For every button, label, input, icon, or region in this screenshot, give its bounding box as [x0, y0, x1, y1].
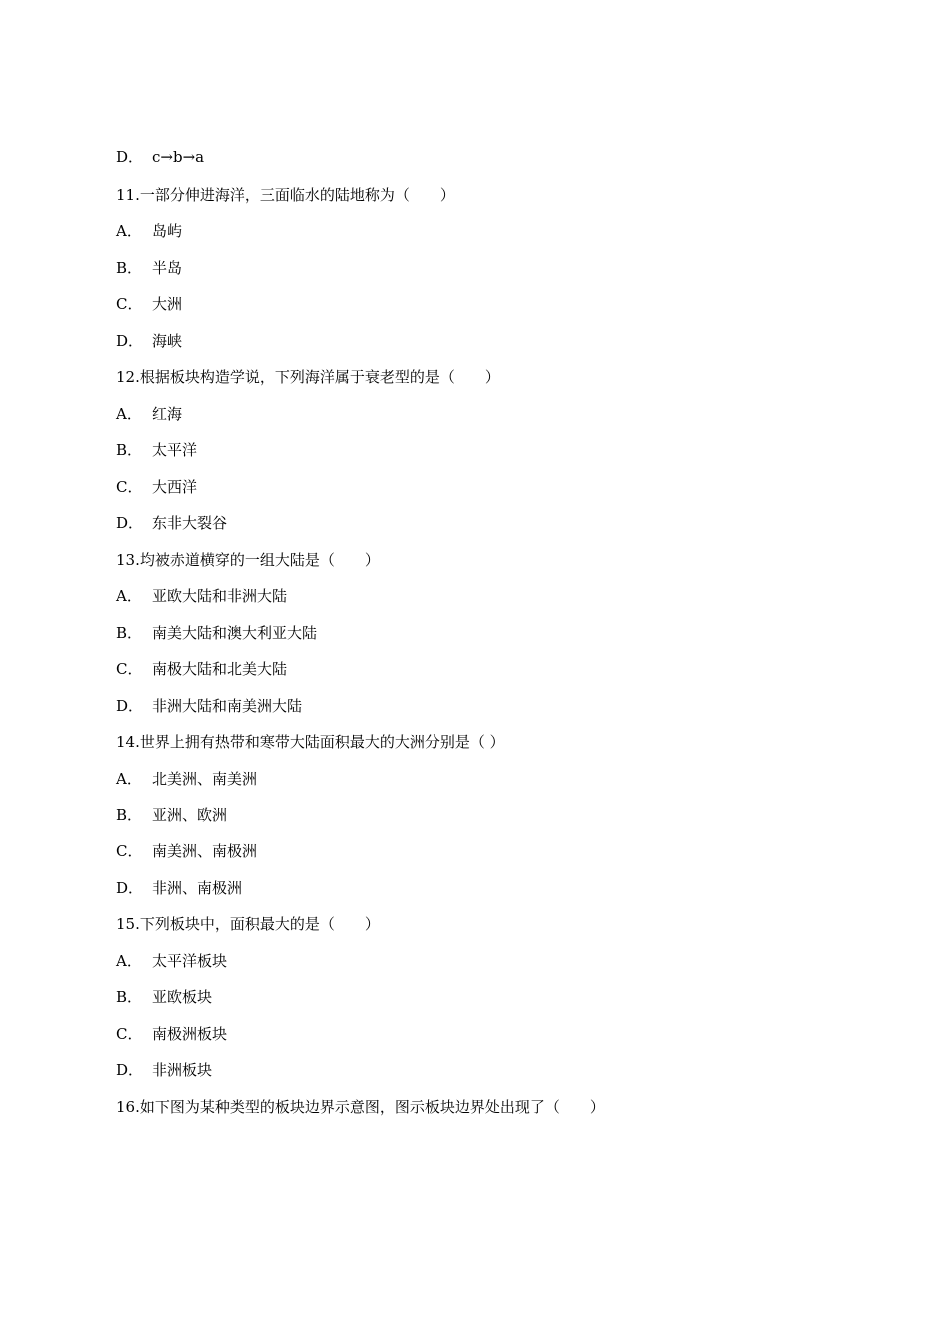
- option-letter: C．: [116, 660, 143, 678]
- question-text: 13.均被赤道横穿的一组大陆是（ ）: [116, 551, 380, 569]
- option-q15-c: [116, 1024, 227, 1044]
- option-letter: A．: [116, 770, 142, 788]
- option-letter: A．: [116, 587, 142, 605]
- option-text: 亚欧大陆和非洲大陆: [152, 587, 288, 605]
- option-text: 岛屿: [152, 222, 183, 240]
- option-letter: D．: [116, 148, 144, 166]
- option-letter: C．: [116, 1025, 143, 1043]
- option-q13-c: [116, 659, 287, 679]
- option-q13-b: [116, 623, 317, 643]
- question-11-stem: [116, 185, 455, 205]
- option-letter: A．: [116, 952, 142, 970]
- option-text: c→b→a: [152, 148, 205, 166]
- option-q11-d: [116, 331, 182, 351]
- option-text: 亚洲、欧洲: [152, 806, 228, 824]
- question-14-stem: [116, 732, 505, 752]
- option-text: 非洲大陆和南美洲大陆: [152, 697, 303, 715]
- question-15-stem: [116, 914, 380, 934]
- option-text: 半岛: [152, 259, 183, 277]
- option-text: 海峡: [152, 332, 183, 350]
- option-text: 南美大陆和澳大利亚大陆: [152, 624, 318, 642]
- option-q14-d: [116, 878, 242, 898]
- option-text: 非洲、南极洲: [152, 879, 243, 897]
- option-letter: C．: [116, 478, 143, 496]
- option-q12-d: [116, 513, 227, 533]
- option-text: 北美洲、南美洲: [152, 770, 258, 788]
- option-text: 红海: [152, 405, 183, 423]
- question-text: 16.如下图为某种类型的板块边界示意图，图示板块边界处出现了（ ）: [116, 1098, 605, 1116]
- option-q15-b: [116, 987, 212, 1007]
- option-text: 大西洋: [152, 478, 198, 496]
- question-13-stem: [116, 550, 380, 570]
- option-letter: D．: [116, 879, 144, 897]
- question-text: 15.下列板块中，面积最大的是（ ）: [116, 915, 380, 933]
- option-q11-c: [116, 294, 182, 314]
- question-text: 12.根据板块构造学说，下列海洋属于衰老型的是（ ）: [116, 368, 500, 386]
- option-letter: C．: [116, 842, 143, 860]
- option-q11-b: [116, 258, 182, 278]
- option-text: 非洲板块: [152, 1061, 213, 1079]
- question-text: 11.一部分伸进海洋，三面临水的陆地称为（ ）: [116, 186, 455, 204]
- option-letter: B．: [116, 624, 143, 642]
- option-text: 南极洲板块: [152, 1025, 228, 1043]
- option-letter: B．: [116, 441, 143, 459]
- option-letter: D．: [116, 332, 144, 350]
- option-text: 太平洋板块: [152, 952, 228, 970]
- question-12-stem: [116, 367, 500, 387]
- option-letter: B．: [116, 988, 143, 1006]
- option-text: 亚欧板块: [152, 988, 213, 1006]
- option-letter: B．: [116, 259, 143, 277]
- option-q13-d: [116, 696, 302, 716]
- option-q14-b: [116, 805, 227, 825]
- option-q15-a: [116, 951, 227, 971]
- option-q13-a: [116, 586, 287, 606]
- option-text: 大洲: [152, 295, 183, 313]
- option-letter: A．: [116, 405, 142, 423]
- option-q12-c: [116, 477, 197, 497]
- option-letter: D．: [116, 697, 144, 715]
- option-letter: A．: [116, 222, 142, 240]
- option-letter: D．: [116, 1061, 144, 1079]
- option-q15-d: [116, 1060, 212, 1080]
- option-q10-d: [116, 147, 204, 167]
- option-letter: D．: [116, 514, 144, 532]
- option-q11-a: [116, 221, 182, 241]
- option-q12-a: [116, 404, 182, 424]
- option-q12-b: [116, 440, 197, 460]
- option-text: 东非大裂谷: [152, 514, 228, 532]
- option-text: 南美洲、南极洲: [152, 842, 258, 860]
- option-letter: C．: [116, 295, 143, 313]
- option-q14-c: [116, 841, 257, 861]
- option-letter: B．: [116, 806, 143, 824]
- question-16-stem: [116, 1097, 605, 1117]
- option-text: 太平洋: [152, 441, 198, 459]
- option-q14-a: [116, 769, 257, 789]
- question-text: 14.世界上拥有热带和寒带大陆面积最大的大洲分别是（ ）: [116, 733, 505, 751]
- option-text: 南极大陆和北美大陆: [152, 660, 288, 678]
